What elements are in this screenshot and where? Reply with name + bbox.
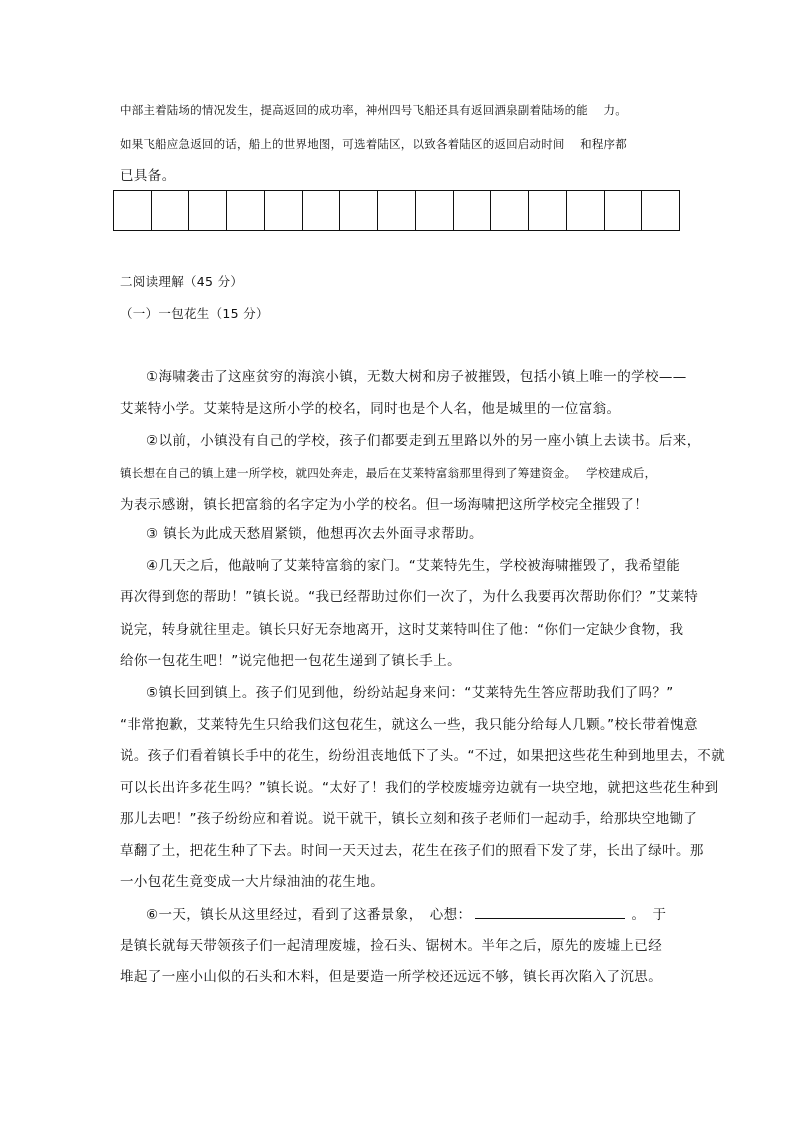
passage-text: 。 于 <box>631 907 667 923</box>
passage-line: “非常抱歉，艾莱特先生只给我们这包花生，就这么一些，我只能分给每人几颗。”校长带着愧意 <box>120 717 698 733</box>
passage-line: 镇长想在自己的镇上建一所学校，就四处奔走，最后在艾莱特富翁那里得到了筹建资金。 学校建成后， <box>120 466 657 480</box>
intro-line-2: 如果飞船应急返回的话，船上的世界地图，可选着陆区，以致各着陆区的返回启动时间 和程序都 <box>120 137 627 151</box>
passage-text: ⑥一天，镇长从这里经过，看到了这番景象， 心想： <box>146 907 472 923</box>
passage-line: 给你一包花生吧！”说完他把一包花生递到了镇长手上。 <box>120 653 461 669</box>
answer-grid-cell[interactable] <box>378 191 416 230</box>
passage-line: 一小包花生竟变成一大片绿油油的花生地。 <box>120 874 385 890</box>
passage-line: ②以前，小镇没有自己的学校，孩子们都要走到五里路以外的另一座小镇上去读书。后来， <box>146 433 701 449</box>
section-subtitle: （一）一包花生（15 分） <box>120 306 269 321</box>
passage-line: ④几天之后，他敲响了艾莱特富翁的家门。“艾莱特先生，学校被海啸摧毁了，我希望能 <box>146 558 681 574</box>
passage-line: 艾莱特小学。艾莱特是这所小学的校名，同时也是个人名，他是城里的一位富翁。 <box>120 401 621 417</box>
answer-grid-cell[interactable] <box>605 191 643 230</box>
section-title: 二阅读理解（45 分） <box>120 274 244 289</box>
answer-grid-cell[interactable] <box>454 191 492 230</box>
answer-grid-cell[interactable] <box>189 191 227 230</box>
answer-grid-cell[interactable] <box>567 191 605 230</box>
passage-line: ①海啸袭击了这座贫穷的海滨小镇，无数大树和房子被摧毁，包括小镇上唯一的学校—— <box>146 369 687 385</box>
answer-grid-cell[interactable] <box>340 191 378 230</box>
answer-blank[interactable] <box>475 906 625 919</box>
intro-line-3: 已具备。 <box>120 168 176 184</box>
answer-grid-cell[interactable] <box>529 191 567 230</box>
passage-line: 可以长出许多花生吗？”镇长说。“太好了！我们的学校废墟旁边就有一块空地，就把这些花生种到 <box>120 780 719 796</box>
passage-line-with-blank <box>146 906 666 923</box>
answer-grid-cell[interactable] <box>416 191 454 230</box>
answer-grid-cell[interactable] <box>303 191 341 230</box>
answer-grid-cell[interactable] <box>114 191 152 230</box>
passage-line: 是镇长就每天带领孩子们一起清理废墟，捡石头、锯树木。半年之后，原先的废墟上已经 <box>120 938 663 954</box>
answer-grid-cell[interactable] <box>491 191 529 230</box>
passage-line: 再次得到您的帮助！”镇长说。“我已经帮助过你们一次了，为什么我要再次帮助你们？”艾莱特 <box>120 589 699 605</box>
passage-line: ③ 镇长为此成天愁眉紧锁，他想再次去外面寻求帮助。 <box>146 526 483 542</box>
passage-line: 堆起了一座小山似的石头和木料，但是要造一所学校还远远不够，镇长再次陷入了沉思。 <box>120 969 663 985</box>
passage-line: 说。孩子们看着镇长手中的花生，纷纷沮丧地低下了头。“不过，如果把这些花生种到地里去，不就 <box>120 748 726 764</box>
passage-line: ⑤镇长回到镇上。孩子们见到他，纷纷站起身来问：“艾莱特先生答应帮助我们了吗？” <box>146 685 674 701</box>
answer-grid-cell[interactable] <box>642 191 679 230</box>
passage-line: 那儿去吧！”孩子纷纷应和着说。说干就干，镇长立刻和孩子老师们一起动手，给那块空地锄了 <box>120 811 698 827</box>
answer-grid-cell[interactable] <box>152 191 190 230</box>
passage-line: 为表示感谢，镇长把富翁的名字定为小学的校名。但一场海啸把这所学校完全摧毁了！ <box>120 497 649 513</box>
answer-grid <box>113 190 680 231</box>
passage-line: 说完，转身就往里走。镇长只好无奈地离开，这时艾莱特叫住了他：“你们一定缺少食物，我 <box>120 622 684 638</box>
answer-grid-cell[interactable] <box>227 191 265 230</box>
answer-grid-cell[interactable] <box>265 191 303 230</box>
passage-line: 草翻了土，把花生种了下去。时间一天天过去，花生在孩子们的照看下发了芽，长出了绿叶。那 <box>120 843 704 859</box>
intro-line-1: 中部主着陆场的情况发生，提高返回的成功率，神州四号飞船还具有返回酒泉副着陆场的能 力。 <box>120 103 627 117</box>
